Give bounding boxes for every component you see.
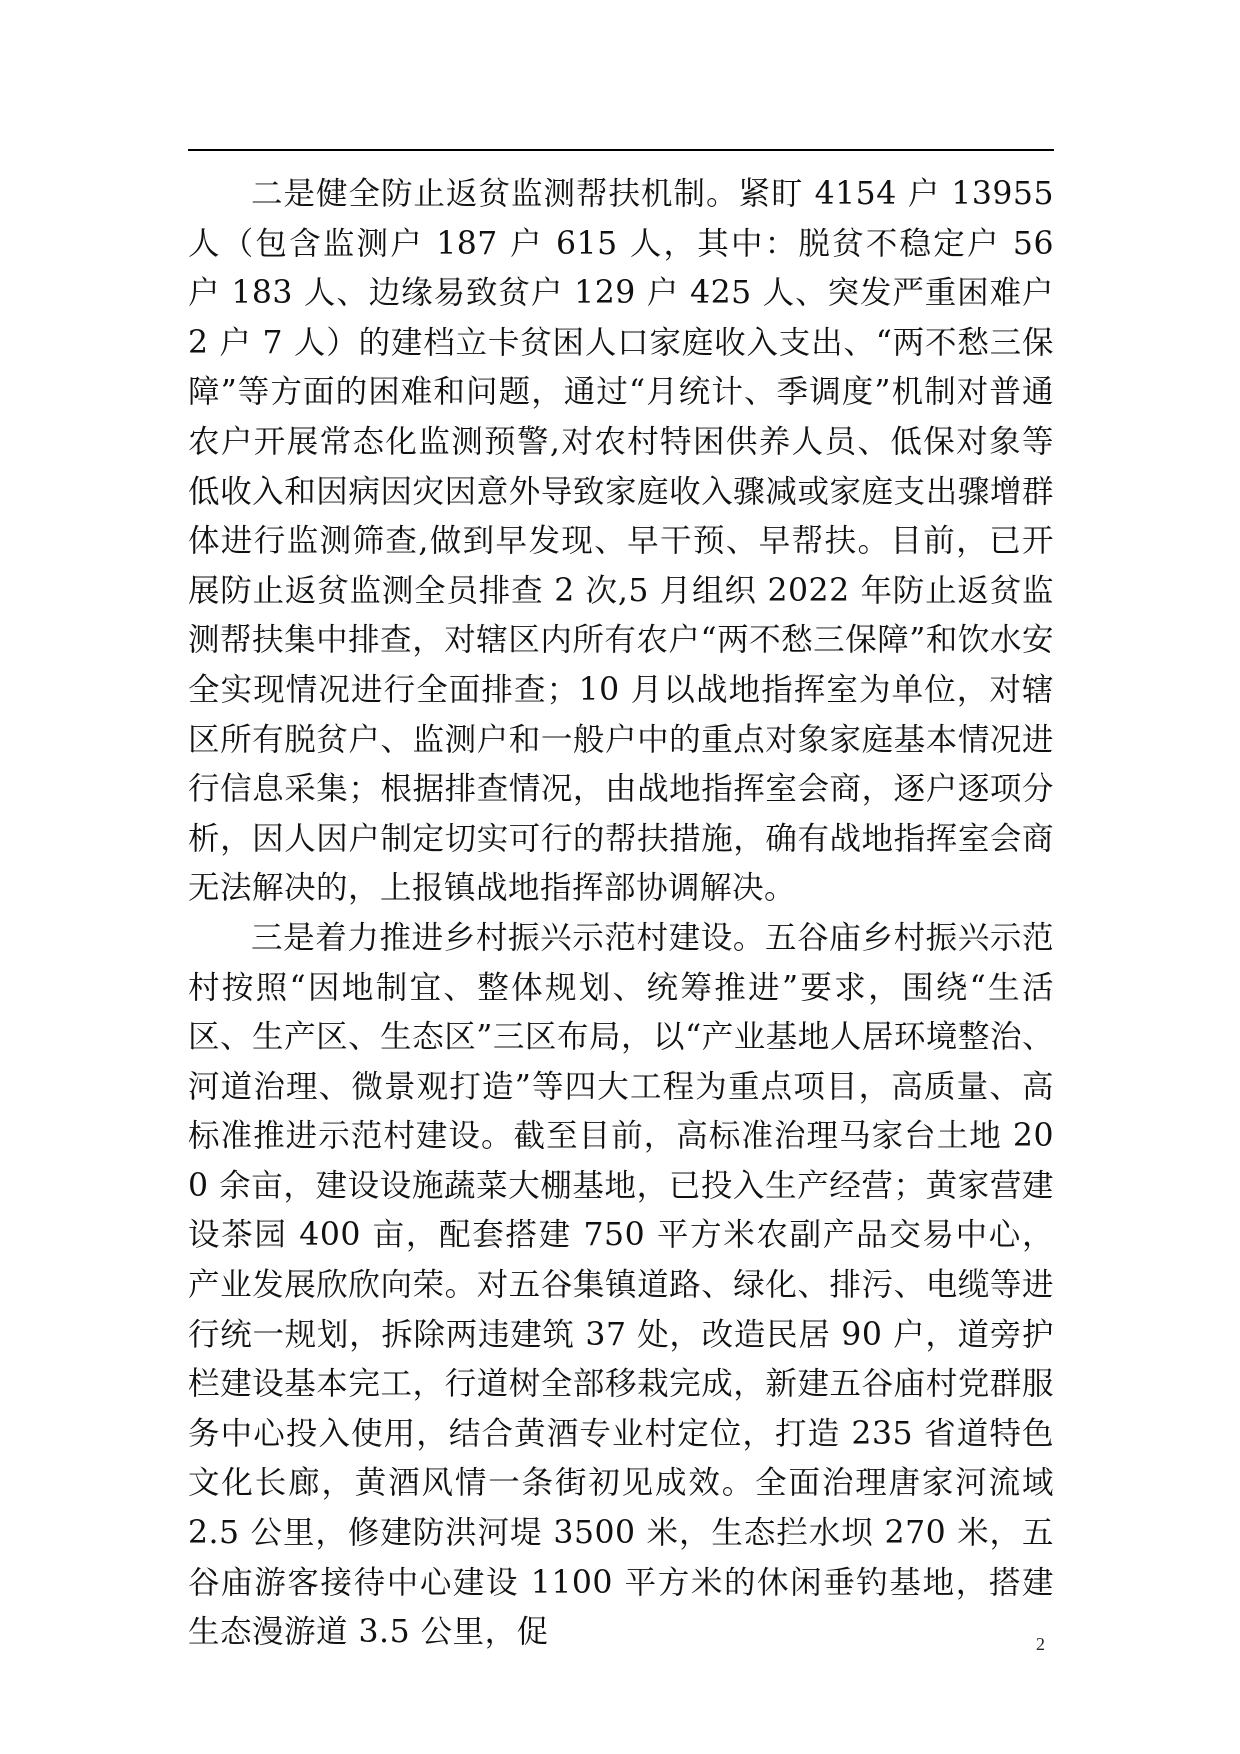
header-rule [188,149,1054,151]
page-number: 2 [1036,1634,1045,1654]
document-body [188,170,1054,1658]
paragraph-demonstration-village: 三是着力推进乡村振兴示范村建设。五谷庙乡村振兴示范村按照“因地制宜、整体规划、统筹推进”要求，围绕“生活区、生产区、生态区”三区布局，以“产业基地人居环境整治、河道治理、微景观打造”等四大工程为重点项目，高质量、高标准推进示范村建设。截至目前，高标准治理马家台土地 200 余亩，建设设施蔬菜大棚基地，已投入生产经营；黄家营建设茶园 400 亩，配套搭建 750 平方米农副产品交易中心，产业发展欣欣向荣。对五谷集镇道路、绿化、排污、电缆等进行统一规划，拆除两违建筑 37 处，改造民居 90 户，道旁护栏建设基本完工，行道树全部移栽完成，新建五谷庙村党群服务中心投入使用，结合黄酒专业村定位，打造 235 省道特色文化长廊，黄酒风情一条街初见成效。全面治理唐家河流域 2.5 公里，修建防洪河堤 3500 米，生态拦水坝 270 米，五谷庙游客接待中心建设 1100 平方米的休闲垂钓基地，搭建生态漫游道 3.5 公里，促 [188,919,1054,1651]
paragraph-monitoring-mechanism: 二是健全防止返贫监测帮扶机制。紧盯 4154 户 13955 人（包含监测户 187 户 615 人，其中：脱贫不稳定户 56 户 183 人、边缘易致贫户 129 户 425 人、突发严重困难户 2 户 7 人）的建档立卡贫困人口家庭收入支出、“两不愁三保障”等方面的困难和问题，通过“月统计、季调度”机制对普通农户开展常态化监测预警,对农村特困供养人员、低保对象等低收入和因病因灾因意外导致家庭收入骤减或家庭支出骤增群体进行监测筛查,做到早发现、早干预、早帮扶。目前，已开展防止返贫监测全员排查 2 次,5 月组织 2022 年防止返贫监测帮扶集中排查，对辖区内所有农户“两不愁三保障”和饮水安全实现情况进行全面排查；10 月以战地指挥室为单位，对辖区所有脱贫户、监测户和一般户中的重点对象家庭基本情况进行信息采集；根据排查情况，由战地指挥室会商，逐户逐项分析，因人因户制定切实可行的帮扶措施，确有战地指挥室会商无法解决的，上报镇战地指挥部协调解决。 [188,176,1054,907]
